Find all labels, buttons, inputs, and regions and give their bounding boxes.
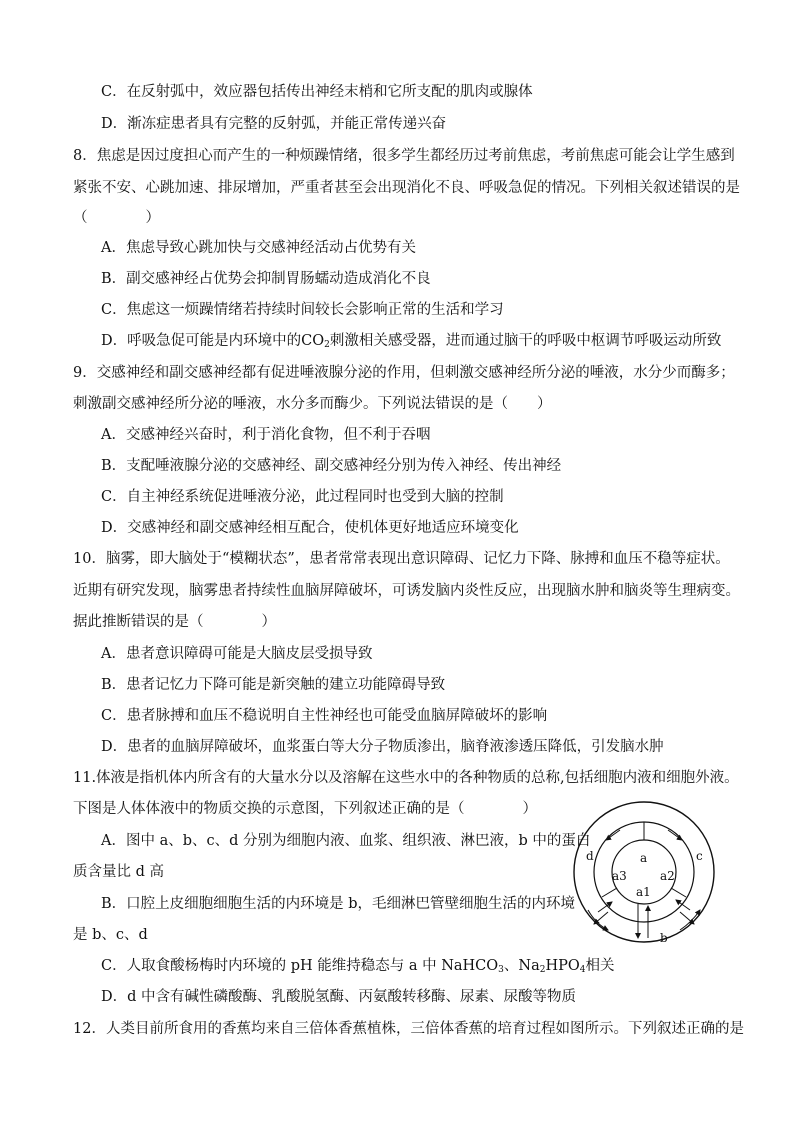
q11-option-a-line2: 质含量比 d 高	[73, 864, 164, 880]
q8-stem-line2: 紧张不安、心跳加速、排尿增加，严重者甚至会出现消化不良、呼吸急促的情况。下列相关叙述错误的是	[73, 180, 740, 196]
q7-option-d: D．渐冻症患者具有完整的反射弧，并能正常传递兴奋	[101, 116, 447, 132]
label-c: c	[696, 849, 703, 863]
q11-option-b-line1: B．口腔上皮细胞细胞生活的内环境是 b，毛细淋巴管壁细胞生活的内环境	[101, 896, 576, 912]
q8-option-d-subscript: 2	[324, 340, 330, 350]
q9-option-a: A．交感神经兴奋时，利于消化食物，但不利于吞咽	[101, 427, 431, 443]
q11-option-c-part3: HPO	[545, 958, 580, 974]
label-a1: a1	[636, 885, 651, 899]
label-a: a	[640, 851, 648, 865]
q8-option-b: B．副交感神经占优势会抑制胃肠蠕动造成消化不良	[101, 271, 431, 287]
q11-option-a-line1: A．图中 a、b、c、d 分别为细胞内液、血浆、组织液、淋巴液，b 中的蛋白	[101, 833, 591, 849]
q10-option-a: A．患者意识障碍可能是大脑皮层受损导致	[101, 646, 373, 662]
divider-right	[671, 888, 686, 897]
q11-option-c-part2: 、Na	[503, 958, 540, 974]
label-a2: a2	[660, 869, 675, 883]
q11-option-d: D．d 中含有碱性磷酸酶、乳酸脱氢酶、丙氨酸转移酶、尿素、尿酸等物质	[101, 989, 577, 1005]
q10-option-c: C．患者脉搏和血压不稳说明自主性神经也可能受血脑屏障破坏的影响	[101, 708, 548, 724]
arrow-top-right	[668, 830, 682, 840]
q8-answer-bracket: （ ）	[73, 210, 160, 226]
q8-option-c: C．焦虑这一烦躁情绪若持续时间较长会影响正常的生活和学习	[101, 302, 504, 318]
q8-option-d-part1: D．呼吸急促可能是内环境中的CO	[101, 333, 325, 349]
q10-option-d: D．患者的血脑屏障破坏，血浆蛋白等大分子物质渗出，脑脊液渗透压降低，引发脑水肿	[101, 739, 664, 755]
q10-stem-line1: 10．脑雾，即大脑处于“模糊状态”，患者常常表现出意识障碍、记忆力下降、脉搏和血压不稳等症状。	[73, 551, 730, 567]
q11-option-b-line2: 是 b、c、d	[73, 927, 148, 943]
q11-option-c-part1: C．人取食酸杨梅时内环境的 pH 能维持稳态与 a 中 NaHCO	[101, 958, 499, 974]
q11-option-c-sub3: 4	[579, 965, 586, 975]
q9-stem-line2: 刺激副交感神经所分泌的唾液，水分多而酶少。下列说法错误的是（ ）	[73, 396, 552, 412]
q8-option-a: A．焦虑导致心跳加快与交感神经活动占优势有关	[101, 240, 416, 256]
q9-stem-line1: 9．交感神经和副交感神经都有促进唾液腺分泌的作用，但刺激交感神经所分泌的唾液，水分少而酶多；	[73, 365, 735, 381]
arrow-a2-c	[680, 912, 694, 924]
body-fluid-exchange-diagram	[568, 800, 720, 948]
q11-option-c-sub2: 2	[539, 965, 546, 975]
q8-stem-line1: 8．焦虑是因过度担心而产生的一种烦躁情绪，很多学生都经历过考前焦虑，考前焦虑可能会让学生感到	[73, 148, 735, 164]
q9-option-d: D．交感神经和副交感神经相互配合，使机体更好地适应环境变化	[101, 520, 519, 536]
q11-option-c-part4: 相关	[585, 958, 615, 974]
q11-option-c	[101, 956, 615, 980]
label-a3: a3	[612, 869, 627, 883]
label-b: b	[660, 931, 668, 945]
q7-option-c: C．在反射弧中，效应器包括传出神经末梢和它所支配的肌肉或腺体	[101, 84, 533, 100]
q8-option-d	[101, 331, 721, 355]
q10-option-b: B．患者记忆力下降可能是新突触的建立功能障碍导致	[101, 677, 446, 693]
q11-stem-line1: 11.体液是指机体内所含有的大量水分以及溶解在这些水中的各种物质的总称,包括细胞内液和细胞外液。	[73, 770, 739, 786]
q9-option-b: B．支配唾液腺分泌的交感神经、副交感神经分别为传入神经、传出神经	[101, 458, 562, 474]
q11-stem-line2: 下图是人体体液中的物质交换的示意图，下列叙述正确的是（ ）	[73, 801, 537, 817]
q10-stem-line2: 近期有研究发现，脑雾患者持续性血脑屏障破坏，可诱发脑内炎性反应，出现脑水肿和脑炎等生理病变。	[73, 583, 740, 599]
q10-stem-line3: 据此推断错误的是（ ）	[73, 614, 276, 630]
arrow-top-left	[606, 830, 620, 840]
diagram-svg	[568, 800, 720, 948]
q11-option-c-sub1: 3	[498, 965, 504, 975]
q8-option-d-part2: 刺激相关感受器，进而通过脑干的呼吸中枢调节呼吸运动所致	[329, 333, 722, 349]
q9-option-c: C．自主神经系统促进唾液分泌，此过程同时也受到大脑的控制	[101, 489, 504, 505]
divider-left	[602, 888, 617, 897]
label-d: d	[586, 849, 594, 863]
q12-stem-line1: 12．人类目前所食用的香蕉均来自三倍体香蕉植株，三倍体香蕉的培育过程如图所示。下列叙述正确的是	[73, 1021, 744, 1037]
arrow-a3-d	[594, 912, 608, 924]
